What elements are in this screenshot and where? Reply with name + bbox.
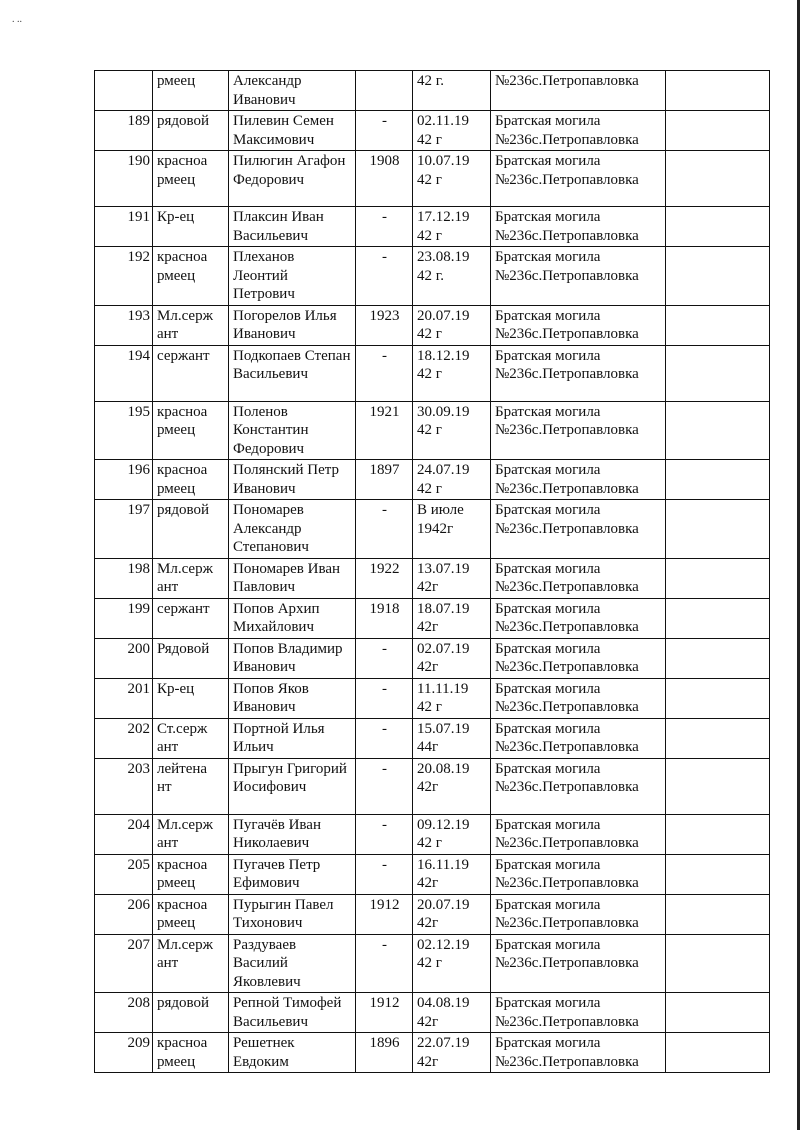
table-row xyxy=(95,678,770,718)
birth-year-cell: 1896 xyxy=(356,1033,413,1073)
death-date-cell: 18.12.19 42 г xyxy=(413,345,491,401)
table-row xyxy=(95,814,770,854)
rank-cell: красноа рмеец xyxy=(153,854,229,894)
table-row xyxy=(95,993,770,1033)
rank-cell: Кр-ец xyxy=(153,678,229,718)
full-name-cell: Пономарев Александр Степанович xyxy=(229,500,356,559)
rank-cell: Кр-ец xyxy=(153,207,229,247)
table-row xyxy=(95,598,770,638)
full-name-cell: Александр Иванович xyxy=(229,71,356,111)
rank-cell: Мл.серж ант xyxy=(153,558,229,598)
birth-year-cell: - xyxy=(356,500,413,559)
death-date-cell: 17.12.19 42 г xyxy=(413,207,491,247)
rank-cell: сержант xyxy=(153,345,229,401)
table-row xyxy=(95,460,770,500)
table-row xyxy=(95,718,770,758)
burial-place-cell: Братская могила №236с.Петропавловка xyxy=(491,894,666,934)
empty-cell xyxy=(666,151,770,207)
rank-cell: сержант xyxy=(153,598,229,638)
empty-cell xyxy=(666,207,770,247)
row-number: 201 xyxy=(95,678,153,718)
birth-year-cell: - xyxy=(356,934,413,993)
full-name-cell: Погорелов Илья Иванович xyxy=(229,305,356,345)
table-row xyxy=(95,305,770,345)
row-number xyxy=(95,71,153,111)
death-date-cell: 42 г. xyxy=(413,71,491,111)
rank-cell: рядовой xyxy=(153,111,229,151)
empty-cell xyxy=(666,1033,770,1073)
rank-cell: рмеец xyxy=(153,71,229,111)
full-name-cell: Попов Яков Иванович xyxy=(229,678,356,718)
death-date-cell: 30.09.19 42 г xyxy=(413,401,491,460)
empty-cell xyxy=(666,71,770,111)
empty-cell xyxy=(666,345,770,401)
empty-cell xyxy=(666,894,770,934)
death-date-cell: 22.07.19 42г xyxy=(413,1033,491,1073)
full-name-cell: Попов Архип Михайлович xyxy=(229,598,356,638)
table-row xyxy=(95,207,770,247)
birth-year-cell: - xyxy=(356,111,413,151)
table-row xyxy=(95,151,770,207)
rank-cell: красноа рмеец xyxy=(153,894,229,934)
empty-cell xyxy=(666,814,770,854)
table-body xyxy=(95,71,770,1073)
full-name-cell: Поленов Константин Федорович xyxy=(229,401,356,460)
rank-cell: Ст.серж ант xyxy=(153,718,229,758)
row-number: 197 xyxy=(95,500,153,559)
death-date-cell: 16.11.19 42г xyxy=(413,854,491,894)
full-name-cell: Портной Илья Ильич xyxy=(229,718,356,758)
row-number: 208 xyxy=(95,993,153,1033)
rank-cell: красноа рмеец xyxy=(153,1033,229,1073)
burial-list-table-container xyxy=(94,70,769,1073)
empty-cell xyxy=(666,500,770,559)
burial-place-cell: Братская могила №236с.Петропавловка xyxy=(491,247,666,306)
birth-year-cell: 1922 xyxy=(356,558,413,598)
burial-place-cell: Братская могила №236с.Петропавловка xyxy=(491,993,666,1033)
birth-year-cell: 1921 xyxy=(356,401,413,460)
empty-cell xyxy=(666,758,770,814)
death-date-cell: 20.07.19 42 г xyxy=(413,305,491,345)
full-name-cell: Пилевин Семен Максимович xyxy=(229,111,356,151)
burial-place-cell: Братская могила №236с.Петропавловка xyxy=(491,638,666,678)
table-row xyxy=(95,558,770,598)
death-date-cell: 02.11.19 42 г xyxy=(413,111,491,151)
death-date-cell: 02.12.19 42 г xyxy=(413,934,491,993)
empty-cell xyxy=(666,305,770,345)
burial-place-cell: Братская могила №236с.Петропавловка xyxy=(491,854,666,894)
full-name-cell: Попов Владимир Иванович xyxy=(229,638,356,678)
burial-place-cell: Братская могила №236с.Петропавловка xyxy=(491,151,666,207)
full-name-cell: Плаксин Иван Васильевич xyxy=(229,207,356,247)
burial-place-cell: Братская могила №236с.Петропавловка xyxy=(491,460,666,500)
row-number: 195 xyxy=(95,401,153,460)
burial-place-cell: Братская могила №236с.Петропавловка xyxy=(491,111,666,151)
row-number: 196 xyxy=(95,460,153,500)
row-number: 192 xyxy=(95,247,153,306)
table-row xyxy=(95,111,770,151)
row-number: 191 xyxy=(95,207,153,247)
burial-place-cell: №236с.Петропавловка xyxy=(491,71,666,111)
birth-year-cell: 1912 xyxy=(356,894,413,934)
birth-year-cell: 1897 xyxy=(356,460,413,500)
table-row xyxy=(95,638,770,678)
burial-place-cell: Братская могила №236с.Петропавловка xyxy=(491,207,666,247)
death-date-cell: 20.07.19 42г xyxy=(413,894,491,934)
table-row xyxy=(95,934,770,993)
table-row xyxy=(95,345,770,401)
empty-cell xyxy=(666,111,770,151)
table-row xyxy=(95,854,770,894)
burial-place-cell: Братская могила №236с.Петропавловка xyxy=(491,558,666,598)
full-name-cell: Раздуваев Василий Яковлевич xyxy=(229,934,356,993)
burial-place-cell: Братская могила №236с.Петропавловка xyxy=(491,1033,666,1073)
row-number: 205 xyxy=(95,854,153,894)
rank-cell: рядовой xyxy=(153,500,229,559)
table-row xyxy=(95,1033,770,1073)
row-number: 204 xyxy=(95,814,153,854)
burial-place-cell: Братская могила №236с.Петропавловка xyxy=(491,758,666,814)
death-date-cell: 11.11.19 42 г xyxy=(413,678,491,718)
full-name-cell: Решетнек Евдоким xyxy=(229,1033,356,1073)
table-row xyxy=(95,247,770,306)
row-number: 198 xyxy=(95,558,153,598)
birth-year-cell xyxy=(356,71,413,111)
birth-year-cell: - xyxy=(356,345,413,401)
row-number: 207 xyxy=(95,934,153,993)
birth-year-cell: 1908 xyxy=(356,151,413,207)
burial-place-cell: Братская могила №236с.Петропавловка xyxy=(491,401,666,460)
burial-place-cell: Братская могила №236с.Петропавловка xyxy=(491,345,666,401)
table-row xyxy=(95,500,770,559)
birth-year-cell: - xyxy=(356,854,413,894)
burial-place-cell: Братская могила №236с.Петропавловка xyxy=(491,500,666,559)
empty-cell xyxy=(666,598,770,638)
empty-cell xyxy=(666,460,770,500)
rank-cell: красноа рмеец xyxy=(153,151,229,207)
empty-cell xyxy=(666,638,770,678)
empty-cell xyxy=(666,558,770,598)
row-number: 202 xyxy=(95,718,153,758)
row-number: 193 xyxy=(95,305,153,345)
rank-cell: красноа рмеец xyxy=(153,401,229,460)
empty-cell xyxy=(666,718,770,758)
table-row xyxy=(95,71,770,111)
row-number: 189 xyxy=(95,111,153,151)
death-date-cell: 02.07.19 42г xyxy=(413,638,491,678)
birth-year-cell: 1918 xyxy=(356,598,413,638)
rank-cell: красноа рмеец xyxy=(153,247,229,306)
burial-place-cell: Братская могила №236с.Петропавловка xyxy=(491,678,666,718)
rank-cell: Мл.серж ант xyxy=(153,814,229,854)
birth-year-cell: - xyxy=(356,207,413,247)
table-row xyxy=(95,758,770,814)
death-date-cell: 10.07.19 42 г xyxy=(413,151,491,207)
full-name-cell: Полянский Петр Иванович xyxy=(229,460,356,500)
row-number: 200 xyxy=(95,638,153,678)
table-row xyxy=(95,894,770,934)
rank-cell: рядовой xyxy=(153,993,229,1033)
full-name-cell: Пурыгин Павел Тихонович xyxy=(229,894,356,934)
full-name-cell: Пугачёв Иван Николаевич xyxy=(229,814,356,854)
rank-cell: красноа рмеец xyxy=(153,460,229,500)
empty-cell xyxy=(666,993,770,1033)
birth-year-cell: - xyxy=(356,678,413,718)
rank-cell: Мл.серж ант xyxy=(153,305,229,345)
birth-year-cell: - xyxy=(356,758,413,814)
row-number: 199 xyxy=(95,598,153,638)
table-row xyxy=(95,401,770,460)
row-number: 203 xyxy=(95,758,153,814)
row-number: 194 xyxy=(95,345,153,401)
burial-list-table xyxy=(94,70,770,1073)
birth-year-cell: - xyxy=(356,247,413,306)
full-name-cell: Репной Тимофей Васильевич xyxy=(229,993,356,1033)
death-date-cell: 15.07.19 44г xyxy=(413,718,491,758)
full-name-cell: Подкопаев Степан Васильевич xyxy=(229,345,356,401)
death-date-cell: 09.12.19 42 г xyxy=(413,814,491,854)
full-name-cell: Прыгун Григорий Иосифович xyxy=(229,758,356,814)
birth-year-cell: - xyxy=(356,638,413,678)
death-date-cell: 24.07.19 42 г xyxy=(413,460,491,500)
corner-mark: . .. xyxy=(12,14,22,25)
full-name-cell: Плеханов Леонтий Петрович xyxy=(229,247,356,306)
rank-cell: лейтена нт xyxy=(153,758,229,814)
burial-place-cell: Братская могила №236с.Петропавловка xyxy=(491,598,666,638)
death-date-cell: 18.07.19 42г xyxy=(413,598,491,638)
burial-place-cell: Братская могила №236с.Петропавловка xyxy=(491,305,666,345)
birth-year-cell: - xyxy=(356,814,413,854)
death-date-cell: 04.08.19 42г xyxy=(413,993,491,1033)
full-name-cell: Пилюгин Агафон Федорович xyxy=(229,151,356,207)
death-date-cell: 20.08.19 42г xyxy=(413,758,491,814)
burial-place-cell: Братская могила №236с.Петропавловка xyxy=(491,934,666,993)
empty-cell xyxy=(666,854,770,894)
death-date-cell: 23.08.19 42 г. xyxy=(413,247,491,306)
birth-year-cell: 1923 xyxy=(356,305,413,345)
rank-cell: Мл.серж ант xyxy=(153,934,229,993)
row-number: 206 xyxy=(95,894,153,934)
birth-year-cell: - xyxy=(356,718,413,758)
full-name-cell: Пономарев Иван Павлович xyxy=(229,558,356,598)
death-date-cell: 13.07.19 42г xyxy=(413,558,491,598)
birth-year-cell: 1912 xyxy=(356,993,413,1033)
empty-cell xyxy=(666,247,770,306)
burial-place-cell: Братская могила №236с.Петропавловка xyxy=(491,718,666,758)
empty-cell xyxy=(666,401,770,460)
empty-cell xyxy=(666,678,770,718)
row-number: 190 xyxy=(95,151,153,207)
burial-place-cell: Братская могила №236с.Петропавловка xyxy=(491,814,666,854)
full-name-cell: Пугачев Петр Ефимович xyxy=(229,854,356,894)
rank-cell: Рядовой xyxy=(153,638,229,678)
death-date-cell: В июле 1942г xyxy=(413,500,491,559)
row-number: 209 xyxy=(95,1033,153,1073)
empty-cell xyxy=(666,934,770,993)
